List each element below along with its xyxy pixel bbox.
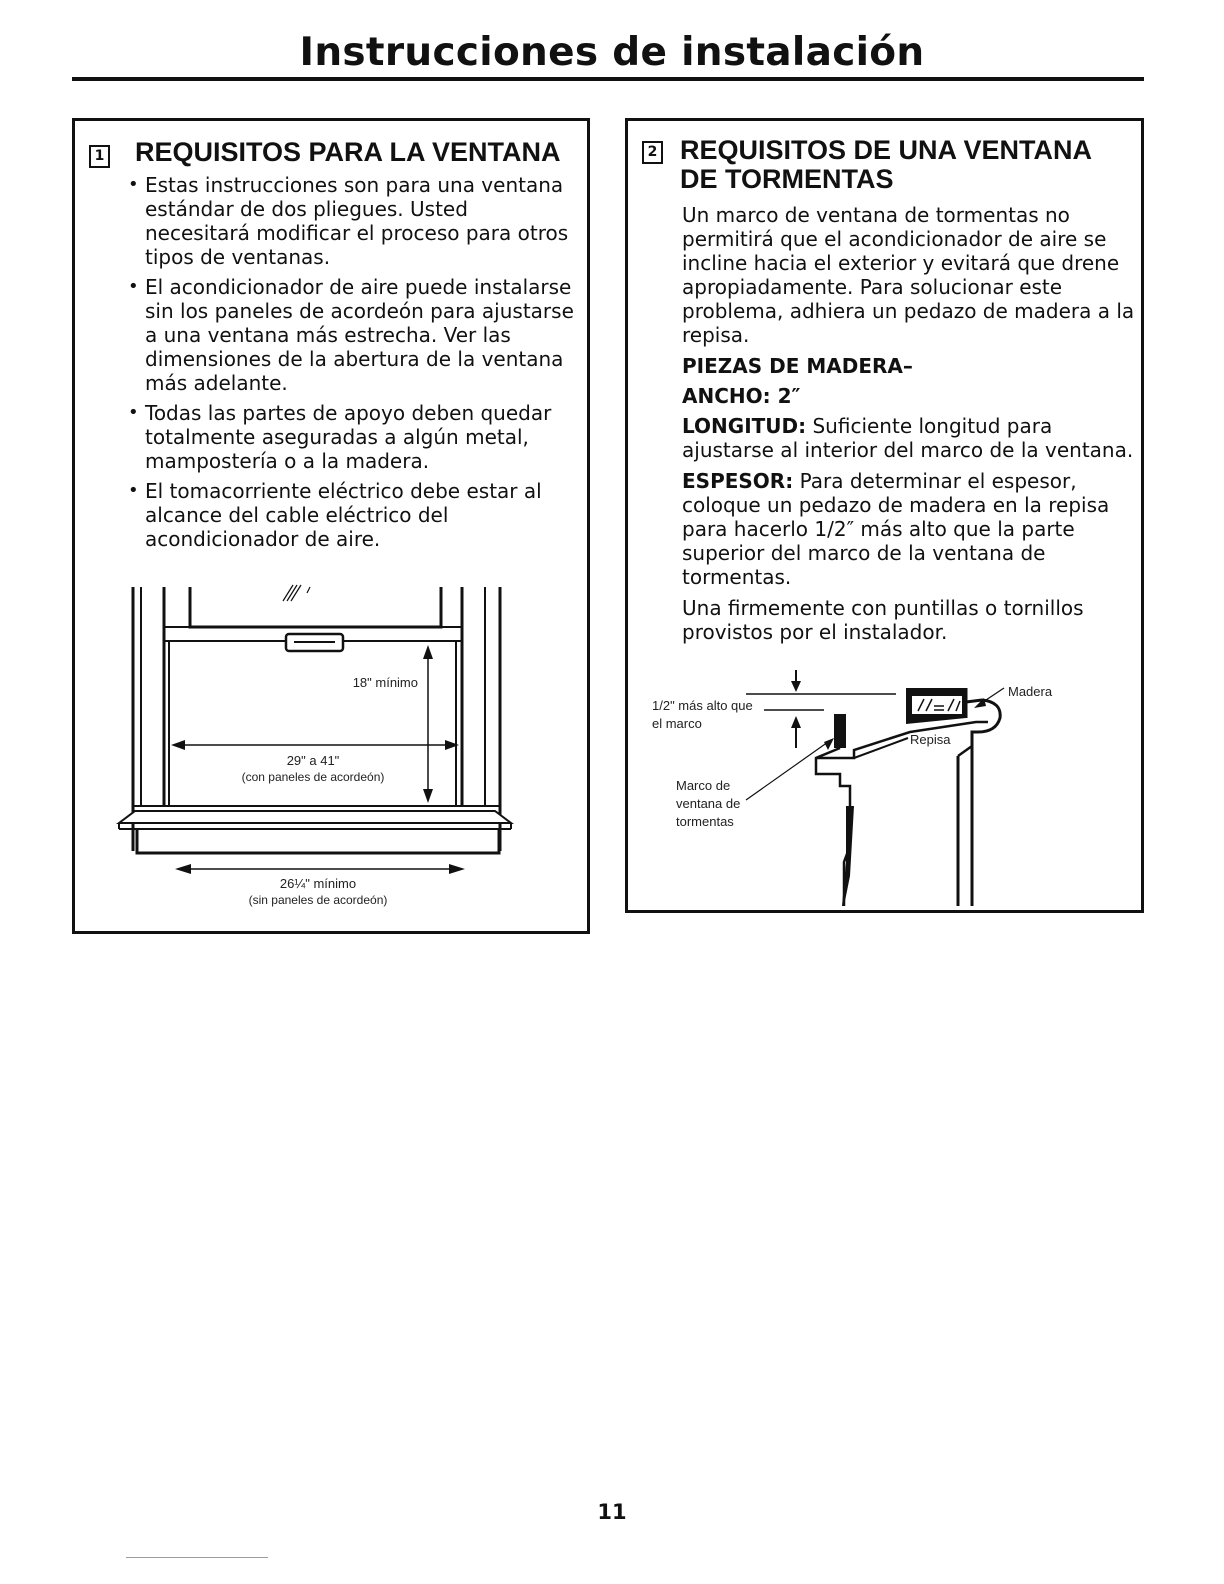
section-title-line1: REQUISITOS DE UNA VENTANA (680, 135, 1093, 165)
list-item: • El acondicionador de aire puede instalarse sin los paneles de acordeón para ajustarse a una ventana más estrecha. Ver las dimensiones de la abertura de la ventana más adelante. (127, 275, 577, 395)
width-range-label: 29" a 41" (286, 753, 340, 768)
length-text: Suficiente longitud para ajustarse al interior del marco de la ventana. (682, 414, 1134, 462)
wood-label: Madera (1008, 684, 1053, 699)
window-dimensions-diagram (75, 561, 587, 931)
length-label: LONGITUD: (682, 414, 807, 438)
closing-paragraph: Una firmemente con puntillas o tornillos provistos por el instalador. (682, 596, 1084, 644)
higher-label-line1: 1/2" más alto que (652, 698, 753, 713)
section-window-requirements (72, 118, 590, 934)
list-item: • Estas instrucciones son para una ventana estándar de dos pliegues. Usted necesitará modificar el proceso para otros tipos de ventanas. (127, 173, 577, 269)
title-rule (72, 77, 1144, 81)
list-item: • El tomacorriente eléctrico debe estar al alcance del cable eléctrico del acondicionador de aire. (127, 479, 577, 551)
thickness-label: ESPESOR: (682, 469, 794, 493)
storm-frame-label-line1: Marco de (676, 778, 731, 793)
storm-frame-label-line3: tormentas (676, 814, 734, 829)
min-height-label: 18" mínimo (352, 675, 418, 690)
section-title: REQUISITOS PARA LA VENTANA (135, 137, 561, 167)
width-spec: ANCHO: 2″ (682, 384, 801, 408)
wood-pieces-heading: PIEZAS DE MADERA– (682, 354, 913, 378)
sill-label: Repisa (910, 732, 951, 747)
min-width-label: 26¼" mínimo (279, 876, 357, 891)
higher-label-line2: el marco (652, 716, 702, 731)
storm-window-diagram (628, 666, 1141, 906)
footer-rule (126, 1557, 268, 1558)
storm-window-text (682, 203, 1137, 651)
width-range-note: (con paneles de acordeón) (241, 770, 385, 784)
section-number-2: 2 (642, 141, 663, 164)
page-number: 11 (597, 1500, 627, 1524)
section-storm-window-requirements (625, 118, 1144, 913)
section-number-1: 1 (89, 145, 110, 168)
page-title: Instrucciones de instalación (299, 30, 925, 75)
min-width-note: (sin paneles de acordeón) (248, 893, 388, 907)
intro-paragraph: Un marco de ventana de tormentas no permitirá que el acondicionador de aire se incline hacia el exterior y evitará que drene apropiadamente. Para solucionar este problema, adhiera un pedazo de madera a la repisa. (682, 203, 1135, 347)
requirements-list (127, 173, 577, 557)
thickness-text: Para determinar el espesor, coloque un pedazo de madera en la repisa para hacerlo 1/2″ más alto que la parte superior del marco de la ventana de tormentas. (682, 469, 1110, 589)
thickness-spec (682, 469, 1137, 589)
storm-frame-label-line2: ventana de (676, 796, 741, 811)
length-spec (682, 414, 1137, 462)
section-title-line2: DE TORMENTAS (680, 164, 894, 194)
list-item: • Todas las partes de apoyo deben quedar totalmente aseguradas a algún metal, mampostería o a la madera. (127, 401, 577, 473)
